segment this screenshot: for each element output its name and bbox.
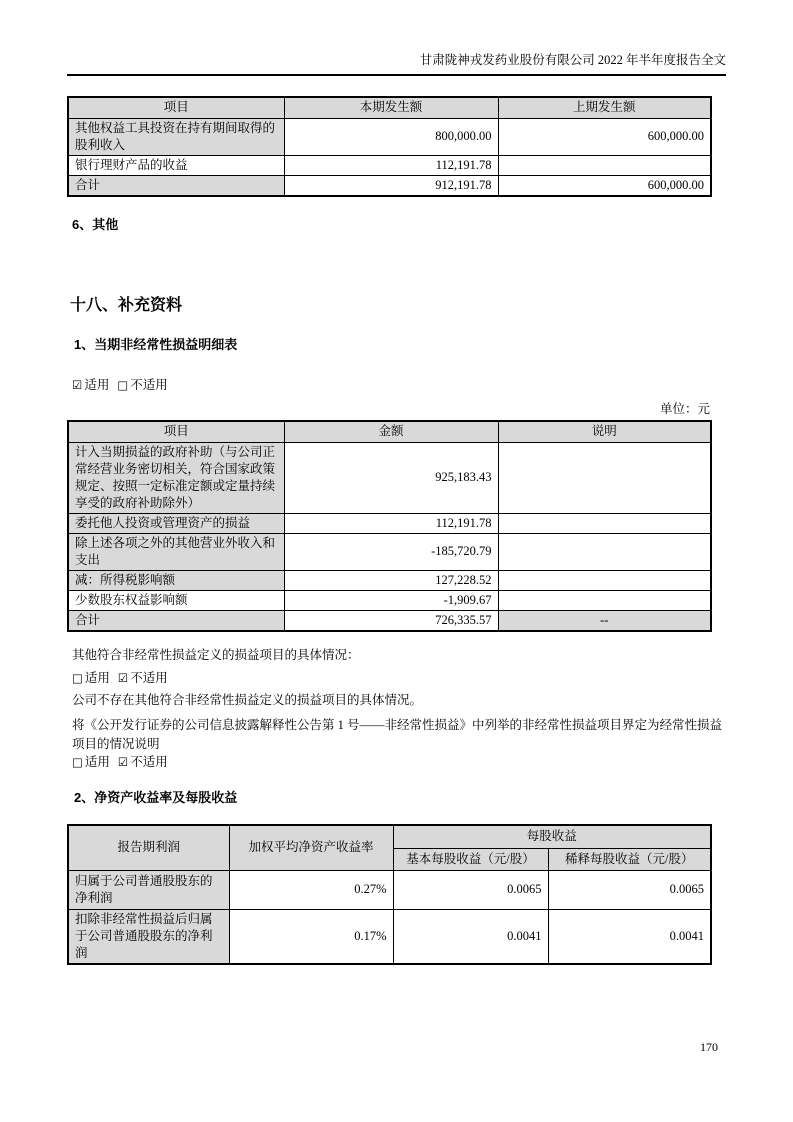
table-header-row [68, 97, 711, 118]
table-row [68, 533, 711, 570]
prior-amount: 600,000.00 [498, 118, 711, 155]
non-recurring-items-table [67, 420, 712, 632]
col-header-profit-period: 报告期利润 [68, 825, 229, 870]
note [498, 570, 711, 590]
note: -- [498, 610, 711, 631]
col-header-current-period: 本期发生额 [284, 97, 498, 118]
applicable-label: 适用 [84, 755, 110, 769]
roe-eps-table [67, 824, 712, 965]
table-row [68, 570, 711, 590]
table-row [68, 513, 711, 533]
not-applicable-label: 不适用 [130, 755, 168, 769]
row-item-label: 减：所得税影响额 [68, 570, 284, 590]
section-heading-non-recurring: 1、当期非经常性损益明细表 [74, 337, 238, 352]
section-heading-supplement: 十八、补充资料 [70, 297, 183, 314]
checkbox-unchecked-icon: □ [117, 378, 129, 392]
table-row [68, 870, 711, 909]
basic-eps-value: 0.0041 [393, 909, 548, 964]
diluted-eps-value: 0.0041 [548, 909, 711, 964]
diluted-eps-value: 0.0065 [548, 870, 711, 909]
total-label: 合计 [68, 175, 284, 196]
not-applicable-label: 不适用 [130, 378, 168, 392]
table-header-row [68, 421, 711, 442]
table-row [68, 909, 711, 964]
applicable-label: 适用 [84, 671, 110, 685]
reclassification-statement: 将《公开发行证券的公司信息披露解释性公告第 1 号——非经常性损益》中列举的非经常性损益项目界定为经常性损益项目的情况说明 [72, 718, 723, 751]
row-item-label: 委托他人投资或管理资产的损益 [68, 513, 284, 533]
current-amount: 112,191.78 [284, 155, 498, 175]
amount: -185,720.79 [284, 533, 498, 570]
applicability-line-1 [72, 375, 168, 393]
row-item-label: 其他权益工具投资在持有期间取得的股利收入 [68, 118, 284, 155]
roe-value: 0.17% [229, 909, 393, 964]
checkbox-unchecked-icon: □ [72, 671, 83, 685]
row-item-label: 银行理财产品的收益 [68, 155, 284, 175]
current-amount: 912,191.78 [284, 175, 498, 196]
col-header-note: 说明 [498, 421, 711, 442]
col-header-basic-eps: 基本每股收益（元/股） [393, 848, 548, 870]
current-amount: 800,000.00 [284, 118, 498, 155]
checkbox-checked-icon: ☑ [117, 671, 129, 685]
applicable-label: 适用 [84, 378, 110, 392]
row-item-label: 归属于公司普通股股东的净利润 [68, 870, 229, 909]
col-header-weighted-roe: 加权平均净资产收益率 [229, 825, 393, 870]
note [498, 442, 711, 513]
table-header-row [68, 825, 711, 848]
total-row [68, 610, 711, 631]
amount: 925,183.43 [284, 442, 498, 513]
note [498, 513, 711, 533]
checkbox-checked-icon: ☑ [117, 755, 129, 769]
col-header-item: 项目 [68, 421, 284, 442]
other-items-statement: 其他符合非经常性损益定义的损益项目的具体情况： [72, 648, 360, 662]
not-applicable-label: 不适用 [130, 671, 168, 685]
table-row [68, 155, 711, 175]
prior-amount [498, 155, 711, 175]
page-number: 170 [700, 1040, 718, 1054]
applicability-line-3 [72, 752, 168, 770]
col-header-amount: 金额 [284, 421, 498, 442]
section-heading-roe-eps: 2、净资产收益率及每股收益 [74, 790, 238, 805]
col-header-prior-period: 上期发生额 [498, 97, 711, 118]
col-header-item: 项目 [68, 97, 284, 118]
col-header-diluted-eps: 稀释每股收益（元/股） [548, 848, 711, 870]
section-heading-other: 6、其他 [72, 217, 119, 232]
note [498, 533, 711, 570]
total-label: 合计 [68, 610, 284, 631]
note [498, 590, 711, 610]
amount: 112,191.78 [284, 513, 498, 533]
total-row [68, 175, 711, 196]
dividend-income-table [67, 96, 712, 197]
unit-label: 单位：元 [659, 402, 710, 416]
amount: -1,909.67 [284, 590, 498, 610]
applicability-line-2 [72, 668, 168, 686]
page-header-title: 甘肃陇神戎发药业股份有限公司 2022 年半年度报告全文 [67, 52, 726, 76]
row-item-label: 计入当期损益的政府补助（与公司正常经营业务密切相关，符合国家政策规定、按照一定标准定额或定量持续享受的政府补助除外） [68, 442, 284, 513]
row-item-label: 扣除非经常性损益后归属于公司普通股股东的净利润 [68, 909, 229, 964]
no-other-items-statement: 公司不存在其他符合非经常性损益定义的损益项目的具体情况。 [72, 693, 423, 707]
checkbox-unchecked-icon: □ [72, 755, 83, 769]
table-row [68, 442, 711, 513]
table-row [68, 590, 711, 610]
table-row [68, 118, 711, 155]
col-header-eps-group: 每股收益 [393, 825, 711, 848]
amount: 127,228.52 [284, 570, 498, 590]
checkbox-checked-icon: ☑ [72, 378, 83, 392]
row-item-label: 除上述各项之外的其他营业外收入和支出 [68, 533, 284, 570]
row-item-label: 少数股东权益影响额 [68, 590, 284, 610]
roe-value: 0.27% [229, 870, 393, 909]
amount: 726,335.57 [284, 610, 498, 631]
basic-eps-value: 0.0065 [393, 870, 548, 909]
prior-amount: 600,000.00 [498, 175, 711, 196]
